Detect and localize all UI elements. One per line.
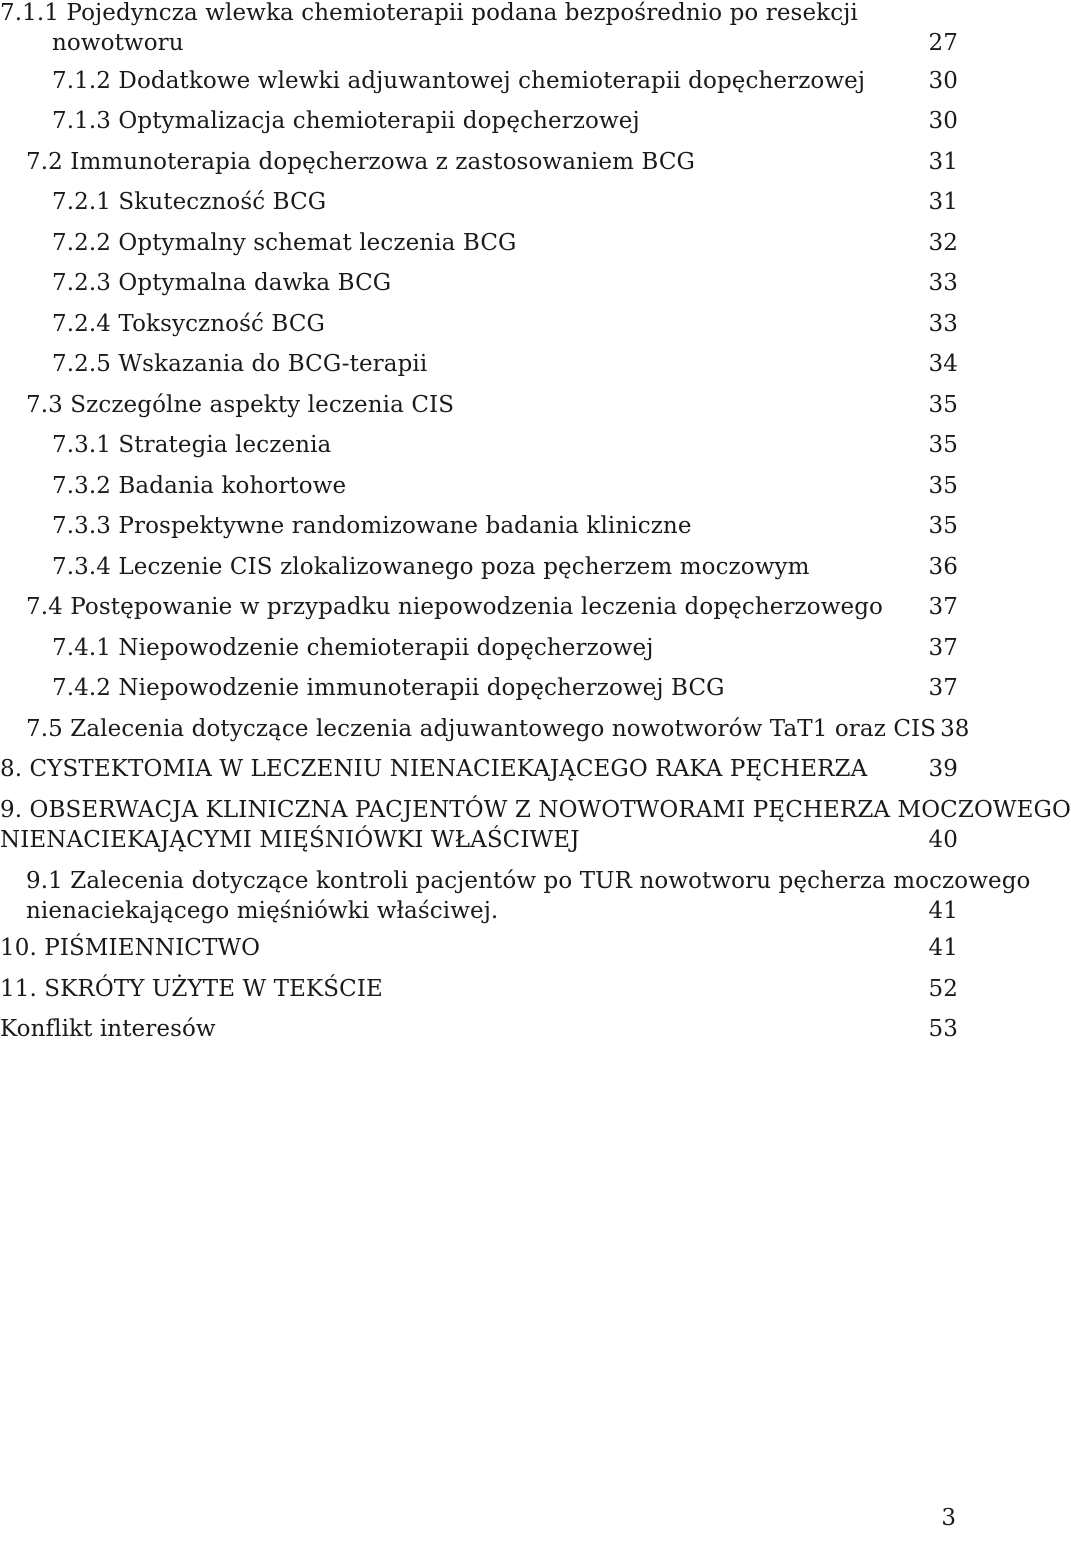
toc-entry-title: 10. PIŚMIENNICTWO — [0, 935, 261, 961]
toc-entry-title: 7.3 Szczególne aspekty leczenia CIS — [26, 392, 455, 418]
toc-entry-page: 37 — [928, 675, 958, 701]
toc-entry[interactable] — [0, 933, 958, 963]
toc-entry-title: 7.2.2 Optymalny schemat leczenia BCG — [52, 230, 517, 256]
toc-entry-page: 31 — [928, 149, 958, 175]
toc-entry[interactable] — [0, 673, 958, 703]
toc-entry-title: 11. SKRÓTY UŻYTE W TEKŚCIE — [0, 976, 383, 1002]
toc-entry[interactable] — [0, 390, 958, 420]
toc-entry-title: 7.2.4 Toksyczność BCG — [52, 311, 326, 337]
toc-entry[interactable] — [0, 511, 958, 541]
toc-entry-page: 35 — [928, 473, 958, 499]
toc-entry-title: 7.2.1 Skuteczność BCG — [52, 189, 327, 215]
toc-entry-page: 35 — [928, 392, 958, 418]
toc-entry[interactable] — [0, 106, 958, 136]
toc-entry-title: 7.3.4 Leczenie CIS zlokalizowanego poza pęcherzem moczowym — [52, 554, 810, 580]
toc-entry-page: 40 — [928, 827, 958, 853]
toc-entry[interactable] — [0, 309, 958, 339]
toc-entry-page: 34 — [928, 351, 958, 377]
toc-entry[interactable] — [0, 866, 1031, 926]
toc-entry-title: 8. CYSTEKTOMIA W LECZENIU NIENACIEKAJĄCEGO RAKA PĘCHERZA — [0, 756, 868, 782]
toc-entry[interactable] — [0, 349, 958, 379]
toc-entry-title: 7.2.3 Optymalna dawka BCG — [52, 270, 392, 296]
toc-entry[interactable] — [0, 268, 958, 298]
toc-entry-title: nienaciekającego mięśniówki właściwej. — [26, 898, 499, 924]
toc-entry-page: 30 — [928, 108, 958, 134]
toc-entry-page: 33 — [928, 270, 958, 296]
toc-entry-page: 38 — [940, 716, 970, 742]
toc-entry-title: 7.1.3 Optymalizacja chemioterapii dopęcherzowej — [52, 108, 640, 134]
toc-entry-page: 33 — [928, 311, 958, 337]
toc-entry[interactable] — [0, 1014, 958, 1044]
toc-entry-title: 7.2.5 Wskazania do BCG-terapii — [52, 351, 428, 377]
toc-entry-title-line1: 9. OBSERWACJA KLINICZNA PACJENTÓW Z NOWOTWORAMI PĘCHERZA MOCZOWEGO — [0, 797, 1071, 823]
toc-entry[interactable] — [0, 974, 958, 1004]
toc-entry-page: 53 — [928, 1016, 958, 1042]
toc-entry[interactable] — [0, 228, 958, 258]
toc-entry-page: 30 — [928, 68, 958, 94]
toc-entry-page: 41 — [928, 898, 958, 924]
toc-entry[interactable] — [0, 471, 958, 501]
toc-entry-page: 27 — [928, 30, 958, 56]
toc-entry-page: 35 — [928, 432, 958, 458]
toc-entry[interactable] — [0, 0, 958, 58]
toc-entry-page: 32 — [928, 230, 958, 256]
toc-entry[interactable] — [0, 795, 1071, 855]
toc-entry[interactable] — [0, 552, 958, 582]
toc-entry[interactable] — [0, 147, 958, 177]
toc-entry-title-line1: 7.1.1 Pojedyncza wlewka chemioterapii podana bezpośrednio po resekcji — [0, 0, 858, 26]
toc-entry-title: 7.4.1 Niepowodzenie chemioterapii dopęcherzowej — [52, 635, 654, 661]
toc-entry-page: 39 — [928, 756, 958, 782]
toc-entry-title: NIENACIEKAJĄCYMI MIĘŚNIÓWKI WŁAŚCIWEJ — [0, 827, 580, 853]
toc-entry-title: 7.4 Postępowanie w przypadku niepowodzenia leczenia dopęcherzowego — [26, 594, 883, 620]
toc-entry[interactable] — [0, 66, 958, 96]
toc-entry[interactable] — [0, 633, 958, 663]
toc-entry[interactable] — [0, 187, 958, 217]
toc-entry-title: Konflikt interesów — [0, 1016, 216, 1042]
toc-entry-title: 7.4.2 Niepowodzenie immunoterapii dopęcherzowej BCG — [52, 675, 725, 701]
toc-entry-page: 36 — [928, 554, 958, 580]
toc-entry-page: 35 — [928, 513, 958, 539]
toc-entry-page: 41 — [928, 935, 958, 961]
toc-entry-title: 7.3.1 Strategia leczenia — [52, 432, 332, 458]
toc-entry-title: 7.5 Zalecenia dotyczące leczenia adjuwantowego nowotworów TaT1 oraz CIS — [26, 716, 937, 742]
toc-entry-page: 52 — [928, 976, 958, 1002]
toc-entry-page: 37 — [928, 594, 958, 620]
toc-entry-title: 7.2 Immunoterapia dopęcherzowa z zastosowaniem BCG — [26, 149, 696, 175]
toc-entry[interactable] — [0, 592, 958, 622]
page-number: 3 — [941, 1505, 956, 1531]
toc-entry-title: nowotworu — [52, 30, 184, 56]
toc-entry-title: 7.3.2 Badania kohortowe — [52, 473, 347, 499]
toc-entry-page: 31 — [928, 189, 958, 215]
toc-entry-title: 7.1.2 Dodatkowe wlewki adjuwantowej chemioterapii dopęcherzowej — [52, 68, 866, 94]
toc-entry[interactable] — [0, 430, 958, 460]
toc-entry-title: 7.3.3 Prospektywne randomizowane badania kliniczne — [52, 513, 692, 539]
toc-entry-title-line1: 9.1 Zalecenia dotyczące kontroli pacjentów po TUR nowotworu pęcherza moczowego — [26, 868, 1031, 894]
toc-entry-page: 37 — [928, 635, 958, 661]
toc-entry[interactable] — [0, 714, 970, 744]
toc-entry[interactable] — [0, 754, 958, 784]
